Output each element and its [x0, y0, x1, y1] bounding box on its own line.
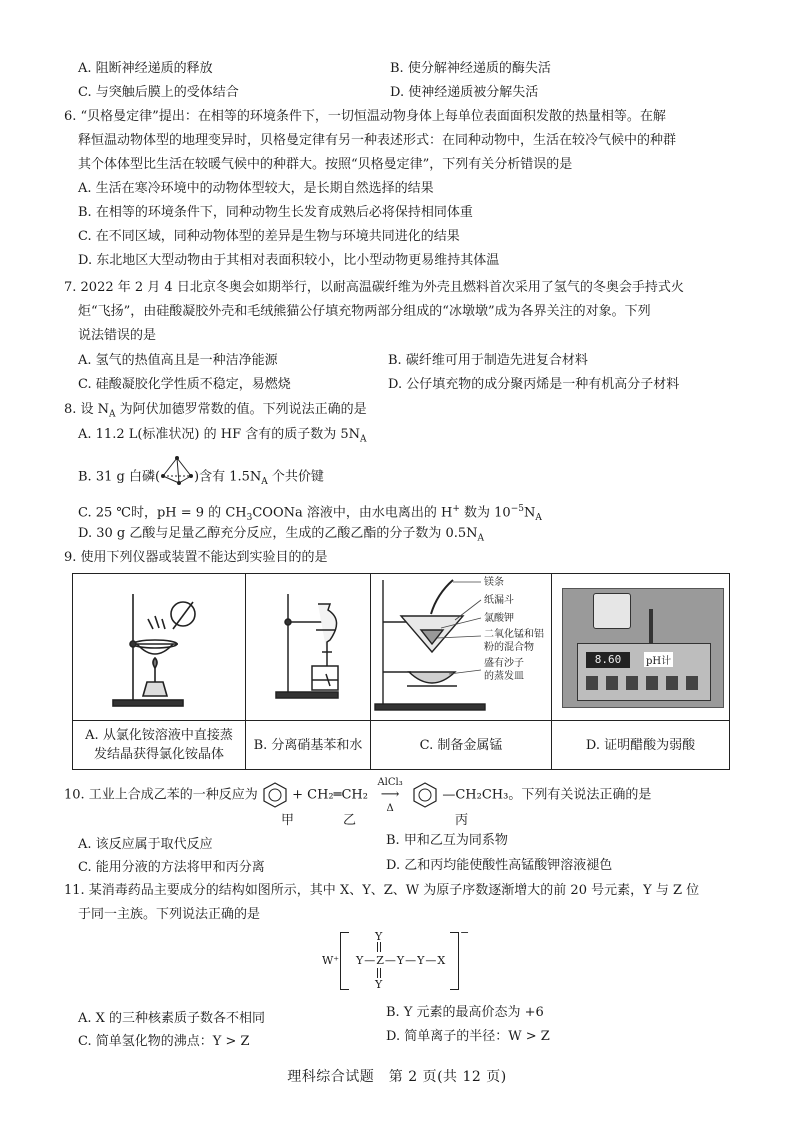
q6-option-b: B. 在相等的环境条件下，同种动物生长发育成熟后必将保持相同体重 [78, 205, 473, 220]
q6-option-a: A. 生活在寒冷环境中的动物体型较大，是长期自然选择的结果 [78, 181, 434, 196]
q11-option-d: D. 简单离子的半径：W > Z [386, 1029, 550, 1044]
q7-option-b: B. 碳纤维可用于制造先进复合材料 [388, 353, 588, 368]
q6-option-d: D. 东北地区大型动物由于其相对表面积较小，比小型动物更易维持其体温 [78, 253, 500, 268]
ph-display: 8.60 [586, 652, 630, 668]
label-sand-dish-2: 的蒸发皿 [484, 671, 524, 682]
label-kclo3: 氯酸钾 [484, 613, 514, 624]
page-footer: 理科综合试题 第 2 页(共 12 页) [287, 1069, 507, 1085]
struct-y-bottom: Y [375, 978, 383, 991]
q10-label-bing: 丙 [455, 813, 469, 828]
q8-option-d: D. 30 g 乙酸与足量乙醇充分反应，生成的乙酸乙酯的分子数为 $0.5N_A$ [78, 526, 485, 544]
q8-option-c: C. 25 ℃时，pH = 9 的 $CH_3COONa$ 溶液中，由水电离出的 H+ 数为 $10^{-5}N_A$ [78, 504, 542, 523]
q10-option-d: D. 乙和丙均能使酸性高锰酸钾溶液褪色 [386, 858, 613, 873]
q10-option-b: B. 甲和乙互为同系物 [386, 833, 508, 848]
benzene-ring-product-icon [412, 782, 438, 808]
q6-option-c: C. 在不同区域，同种动物体型的差异是生物与环境共同进化的结果 [78, 229, 460, 244]
q10-option-a: A. 该反应属于取代反应 [78, 837, 213, 852]
label-paper-funnel: 纸漏斗 [484, 595, 514, 606]
q5-option-b: B. 使分解神经递质的酶失活 [390, 61, 551, 76]
q5-option-c: C. 与突触后膜上的受体结合 [78, 85, 239, 100]
label-sand-dish-1: 盛有沙子 [484, 658, 524, 669]
struct-y-top: Y [375, 930, 383, 943]
ph-meter-label: pH计 [644, 652, 673, 667]
reaction-arrow: AlCl₃ ⟶ Δ [377, 777, 403, 814]
label-mg-ribbon: 镁条 [484, 577, 504, 588]
q5-option-a: A. 阻断神经递质的释放 [78, 61, 213, 76]
q6-stem-2: 释恒温动物体型的地理变异时，贝格曼定律有另一种表述形式：在同种动物中，生活在较冷气候中的种群 [78, 133, 677, 148]
label-mno2-al-2: 粉的混合物 [484, 642, 534, 653]
q9-caption-d: D. 证明醋酸为弱酸 [552, 721, 730, 770]
q11-stem-1: 11. 某消毒药品主要成分的结构如图所示，其中 X、Y、Z、W 为原子序数逐渐增大的前 20 号元素，Y 与 Z 位 [64, 883, 700, 898]
benzene-icon [262, 782, 288, 808]
q10-label-jia: 甲 [281, 813, 295, 828]
q6-stem-1: 6. “贝格曼定律”提出：在相等的环境条件下，一切恒温动物身体上每单位表面面积发散的热量相等。在解 [64, 109, 666, 124]
anion-charge: − [460, 926, 470, 939]
q9-apparatus-table [72, 573, 730, 770]
evaporation-stand-icon [73, 574, 245, 716]
q8-stem: 8. 设 $N_A$ 为阿伏加德罗常数的值。下列说法正确的是 [64, 402, 367, 420]
q9-apparatus-d [552, 574, 730, 721]
q7-stem-2: 炬“飞扬”，由硅酸凝胶外壳和毛绒熊猫公仔填充物两部分组成的“冰墩墩”成为各界关注的对象。下列 [78, 304, 651, 319]
q11-stem-2: 于同一主族。下列说法正确的是 [78, 907, 261, 922]
q5-option-d: D. 使神经递质被分解失活 [390, 85, 539, 100]
separatory-funnel-icon [246, 574, 370, 716]
q8-option-a: A. 11.2 L(标准状况) 的 HF 含有的质子数为 $5N_A$ [78, 427, 367, 445]
q7-option-a: A. 氢气的热值高且是一种洁净能源 [78, 353, 278, 368]
white-phosphorus-tetrahedron-icon [160, 456, 194, 486]
q8-option-b: B. 31 g 白磷( )含有 $1.5N_A$ 个共价键 [78, 462, 324, 492]
ph-meter-photo [562, 588, 724, 708]
q11-option-b: B. Y 元素的最高价态为 +6 [386, 1005, 544, 1020]
q9-stem: 9. 使用下列仪器或装置不能达到实验目的的是 [64, 550, 328, 565]
q10-stem: 10. 工业上合成乙苯的一种反应为 + CH₂═CH₂ AlCl₃ ⟶ Δ —CH₂CH₃。下列有关说法正确的是 [64, 777, 652, 814]
label-mno2-al-1: 二氧化锰和铝 [484, 629, 544, 640]
q10-option-c: C. 能用分液的方法将甲和丙分离 [78, 860, 265, 875]
q11-option-c: C. 简单氢化物的沸点：Y > Z [78, 1034, 250, 1049]
q9-apparatus-b [246, 574, 371, 721]
q6-stem-3: 其个体体型比生活在较暖气候中的种群大。按照“贝格曼定律”，下列有关分析错误的是 [78, 157, 573, 172]
q7-stem-3: 说法错误的是 [78, 328, 157, 343]
q9-apparatus-a [73, 574, 246, 721]
q9-caption-c: C. 制备金属锰 [371, 721, 552, 770]
q7-option-d: D. 公仔填充物的成分聚丙烯是一种有机高分子材料 [388, 377, 680, 392]
q11-structure [322, 926, 472, 994]
cation-w: W⁺ [322, 954, 340, 967]
q7-option-c: C. 硅酸凝胶化学性质不稳定，易燃烧 [78, 377, 291, 392]
q7-stem-1: 7. 2022 年 2 月 4 日北京冬奥会如期举行，以耐高温碳纤维为外壳且燃料首次采用了氢气的冬奥会手持式火 [64, 280, 684, 295]
struct-main-row: Y—Z—Y—Y—X [356, 954, 447, 967]
q11-option-a: A. X 的三种核素质子数各不相同 [78, 1011, 266, 1026]
q9-caption-b: B. 分离硝基苯和水 [246, 721, 371, 770]
q10-label-yi: 乙 [343, 813, 357, 828]
q9-apparatus-c [371, 574, 552, 721]
q9-caption-a: A. 从氯化铵溶液中直接蒸 发结晶获得氯化铵晶体 [73, 721, 246, 770]
